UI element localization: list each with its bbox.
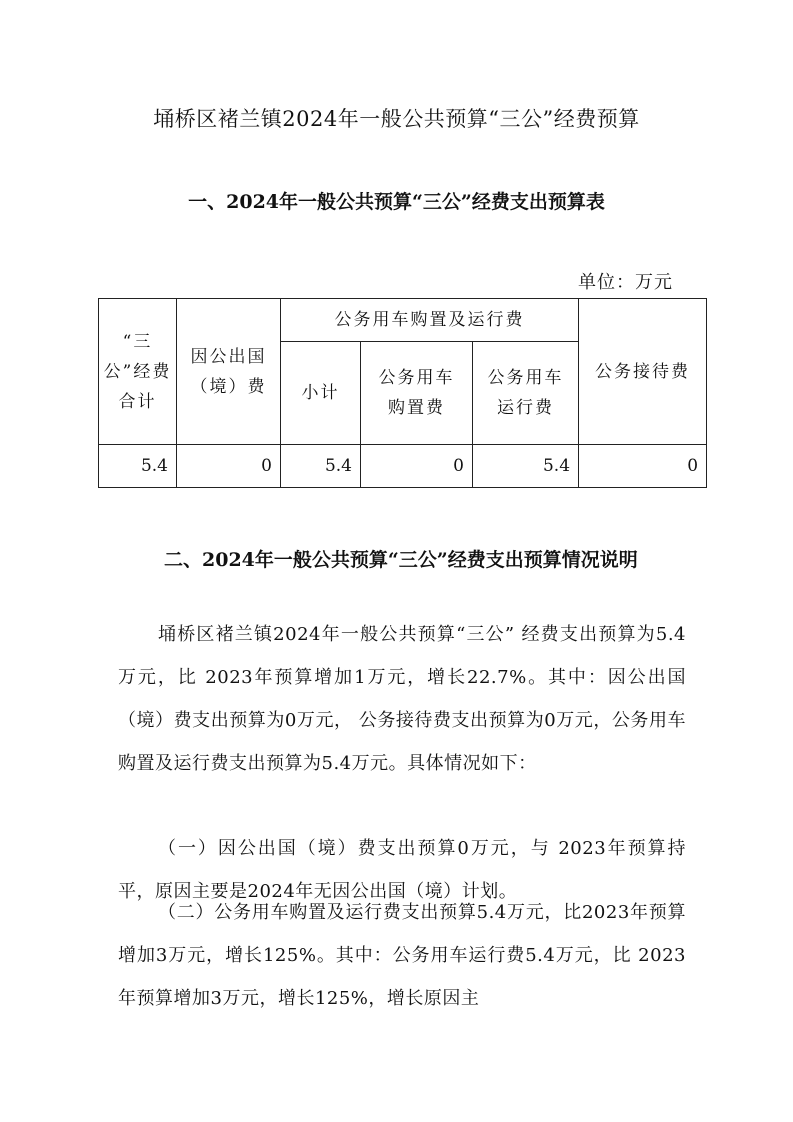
section1-heading: 一、2024年一般公共预算“三公”经费支出预算表 (188, 191, 605, 213)
header-total: “三公”经费合计 (99, 299, 177, 445)
header-abroad: 因公出国（境）费 (177, 299, 281, 445)
budget-table (98, 298, 707, 488)
paragraph-abroad: （一）因公出国（境）费支出预算0万元，与 2023年预算持平，原因主要是2024年无因公出国（境）计划。 (118, 838, 686, 902)
header-operation: 公务用车运行费 (473, 342, 579, 445)
header-vehicle-group: 公务用车购置及运行费 (281, 299, 579, 342)
cell-abroad: 0 (177, 445, 281, 488)
paragraph-summary: 埇桥区褚兰镇2024年一般公共预算“三公” 经费支出预算为5.4万元，比 2023年预算增加1万元，增长22.7%。其中：因公出国（境）费支出预算为0万元， 公务接待费支出预算为0万元，公务用车购置及运行费支出预算为5.4万元。具体情况如下： (118, 624, 686, 774)
paragraph-vehicle: （二）公务用车购置及运行费支出预算5.4万元，比2023年预算增加3万元，增长125%。其中：公务用车运行费5.4万元，比 2023年预算增加3万元，增长125%，增长原因主 (118, 902, 686, 1009)
document-title: 埇桥区褚兰镇2024年一般公共预算“三公”经费预算 (153, 107, 640, 131)
section2-heading: 二、2024年一般公共预算“三公”经费支出预算情况说明 (164, 549, 638, 571)
cell-total: 5.4 (99, 445, 177, 488)
unit-label: 单位：万元 (578, 272, 673, 293)
header-reception: 公务接待费 (579, 299, 707, 445)
cell-operation: 5.4 (473, 445, 579, 488)
cell-reception: 0 (579, 445, 707, 488)
cell-purchase: 0 (361, 445, 473, 488)
header-purchase: 公务用车购置费 (361, 342, 473, 445)
header-subtotal: 小计 (281, 342, 361, 445)
cell-subtotal: 5.4 (281, 445, 361, 488)
table-row (99, 445, 707, 488)
